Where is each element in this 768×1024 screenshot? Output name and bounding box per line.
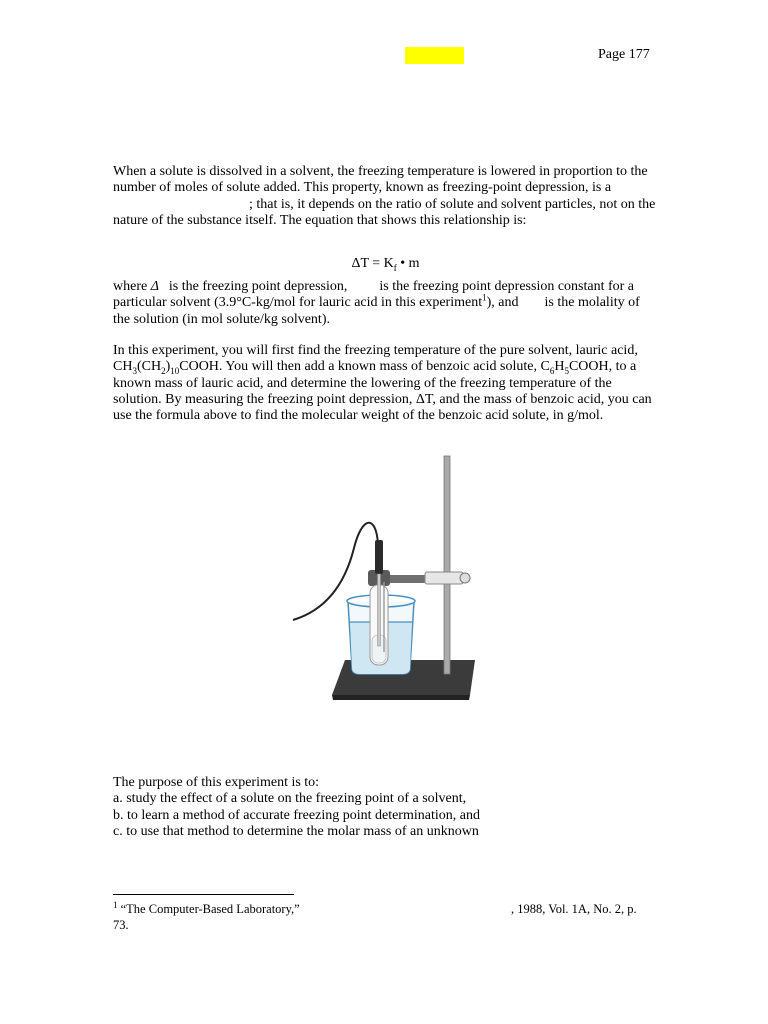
experiment-text-6: COOH, to a known mass of lauric acid, and determine the lowering of the freezing temperature of the solution. By measuring the freezing point depression, ΔT, and the mass of benzoic acid, you can use the formula above to find the molecular weight of the benzoic acid solute, in g/mol. bbox=[113, 359, 652, 424]
footnote-text-right: , 1988, Vol. 1A, No. 2, p. bbox=[511, 902, 637, 916]
freezing-point-apparatus-illustration bbox=[290, 452, 480, 702]
equation-lhs: ΔT = K bbox=[351, 256, 394, 271]
definition-and: ), and bbox=[486, 295, 519, 311]
experiment-text-2: (CH bbox=[136, 359, 162, 375]
purpose-section bbox=[113, 775, 658, 840]
experiment-text-5: H bbox=[554, 359, 565, 375]
yellow-highlight-mark bbox=[405, 47, 464, 64]
footnote-text-cont: 73. bbox=[113, 918, 129, 932]
clamp-screw bbox=[460, 573, 470, 583]
where-label: where bbox=[113, 279, 148, 294]
footnote-divider bbox=[113, 894, 294, 895]
subscript-5: 5 bbox=[564, 366, 569, 377]
experiment-text-1: In this experiment, you will first find the freezing temperature of the pure solvent, lauric acid, CH bbox=[113, 343, 638, 375]
experiment-paragraph bbox=[113, 343, 658, 424]
definition-molality: is the molality of the solution (in mol solute/kg solvent). bbox=[113, 295, 640, 327]
experiment-text-4: COOH. You will then add a known mass of benzoic acid solute, C bbox=[179, 359, 550, 375]
footnote bbox=[113, 899, 673, 932]
definition-delta-t: is the freezing point depression, bbox=[168, 279, 348, 294]
subscript-3: 3 bbox=[132, 366, 137, 377]
subscript-10: 10 bbox=[170, 366, 180, 377]
experiment-text-3: ) bbox=[165, 359, 171, 375]
subscript-2: 2 bbox=[161, 366, 166, 377]
freezing-point-equation bbox=[113, 256, 658, 272]
delta-symbol: Δ bbox=[150, 279, 159, 294]
footnote-mark: 1 bbox=[113, 899, 118, 910]
purpose-intro: The purpose of this experiment is to: bbox=[113, 775, 320, 790]
definition-kf: is the freezing point depression constant for a particular solvent (3.9°C-kg/mol for lauric acid in this experiment bbox=[113, 279, 635, 311]
stand-rod bbox=[444, 456, 450, 674]
temperature-probe bbox=[375, 540, 383, 574]
definitions-paragraph bbox=[113, 279, 658, 328]
footnote-text-left: “The Computer-Based Laboratory,” bbox=[117, 902, 300, 916]
purpose-item-b: b. to learn a method of accurate freezing point determination, and bbox=[113, 807, 480, 823]
subscript-6: 6 bbox=[549, 366, 555, 377]
equation-rhs: • m bbox=[396, 256, 420, 271]
intro-paragraph bbox=[113, 164, 658, 229]
equation-kf-subscript: f bbox=[393, 262, 397, 273]
purpose-item-c: c. to use that method to determine the molar mass of an unknown bbox=[113, 823, 479, 839]
purpose-item-a: a. study the effect of a solute on the freezing point of a solvent, bbox=[113, 791, 467, 807]
footnote-reference: 1 bbox=[482, 292, 487, 303]
intro-text-a: When a solute is dissolved in a solvent, the freezing temperature is lowered in proportion to the number of moles of solute added. This property, known as freezing-point depression, is a bbox=[113, 164, 648, 196]
page-number: Page 177 bbox=[598, 47, 650, 62]
clamp-holder bbox=[425, 572, 463, 584]
intro-text-b: ; that is, it depends on the ratio of solute and solvent particles, not on the nature of the substance itself. The equation that shows this relationship is: bbox=[113, 196, 656, 228]
